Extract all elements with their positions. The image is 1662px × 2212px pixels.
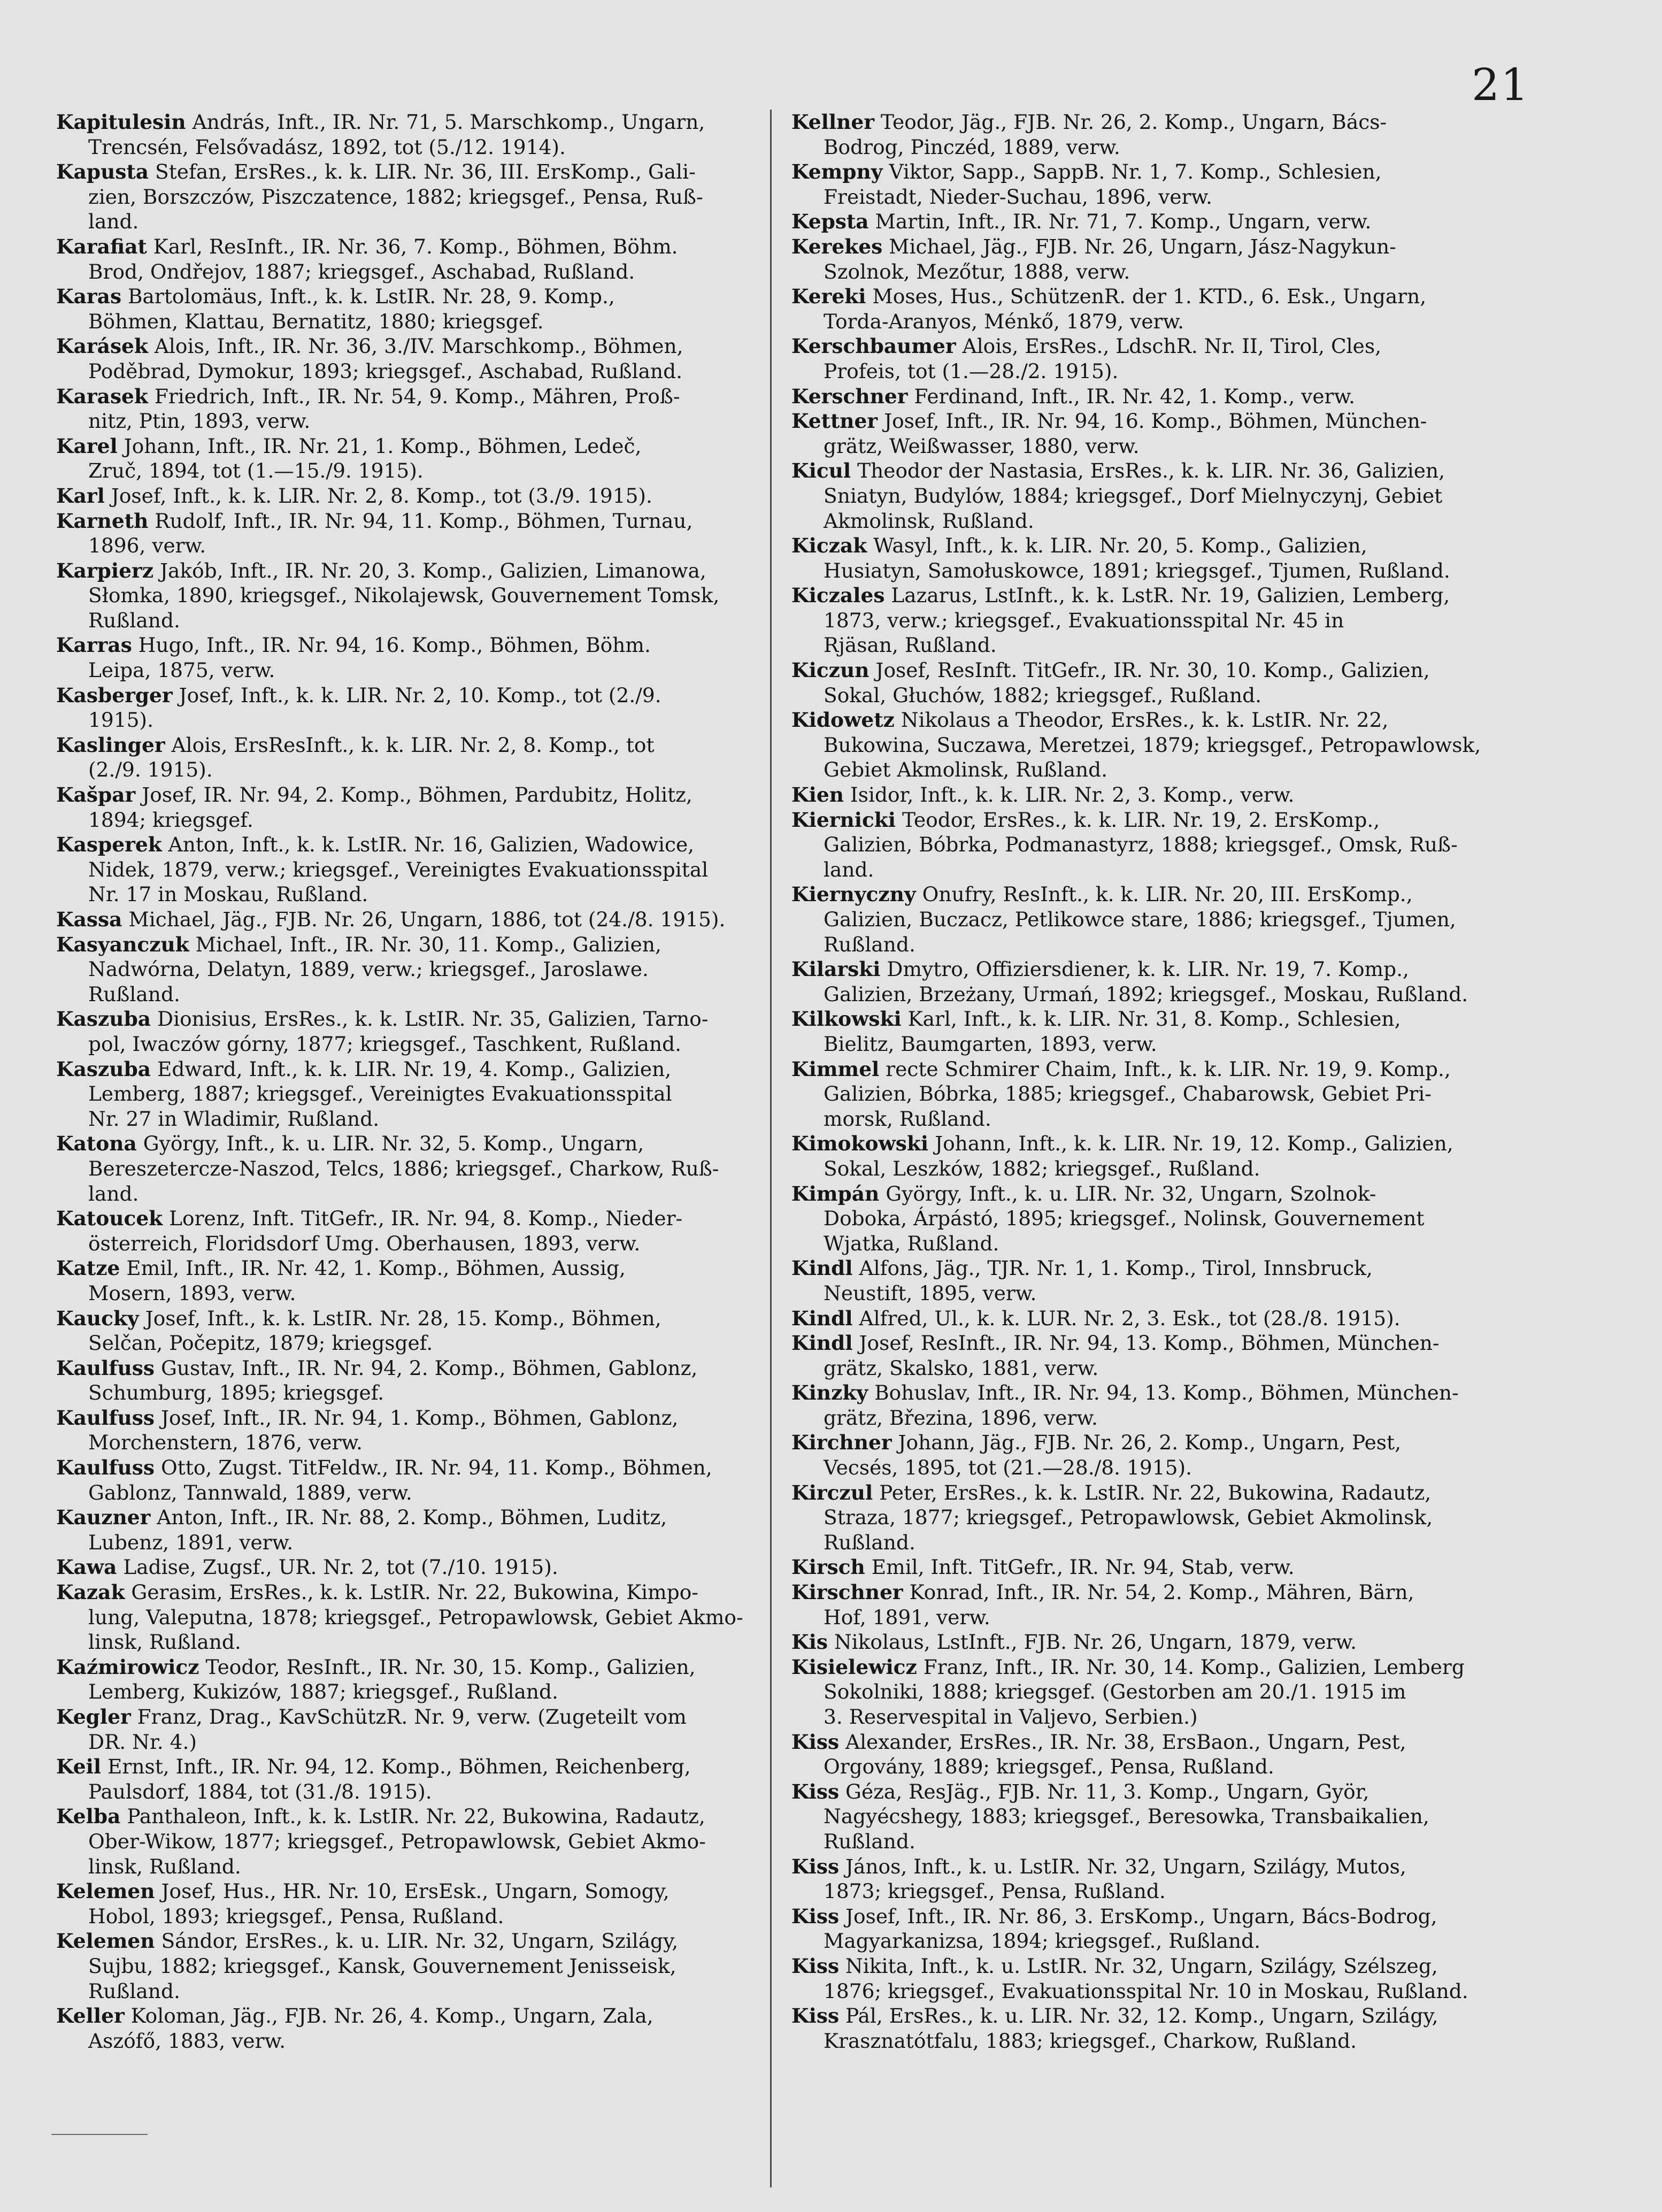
list-item — [791, 409, 1527, 458]
entry-details: Josef, ResInft., IR. Nr. 94, 13. Komp., Böhmen, München- grätz, Skalsko, 1881, verw. — [824, 1331, 1440, 1380]
entry-details: recte Schmirer Chaim, Inft., k. k. LIR. Nr. 19, 9. Komp., Galizien, Bóbrka, 1885; kriegsgef., Chabarowsk, Gebiet Pri- morsk, Rußland. — [824, 1057, 1451, 1131]
entry-surname: Kašpar — [56, 783, 136, 807]
list-item — [56, 1356, 791, 1405]
list-item — [791, 533, 1527, 583]
list-item — [56, 1879, 791, 1929]
entry-surname: Kidowetz — [791, 708, 895, 732]
entry-details: Hugo, Inft., IR. Nr. 94, 16. Komp., Böhmen, Böhm. Leipa, 1875, verw. — [88, 633, 651, 682]
entry-details: Michael, Jäg., FJB. Nr. 26, Ungarn, 1886, tot (24./8. 1915). — [122, 908, 726, 931]
entry-surname: Kauzner — [56, 1506, 151, 1530]
list-item — [56, 733, 791, 782]
entry-details: Franz, Inft., IR. Nr. 30, 14. Komp., Galizien, Lemberg Sokolniki, 1888; kriegsgef. (Gestorben am 20./1. 1915 im 3. Reservespital in Valjevo, Serbien.) — [824, 1655, 1465, 1729]
entry-surname: Karasek — [56, 384, 148, 408]
entry-surname: Katoucek — [56, 1207, 163, 1231]
list-item — [791, 808, 1527, 882]
list-item — [56, 1256, 791, 1305]
entry-surname: Kerschbaumer — [791, 334, 956, 358]
entry-details: Emil, Inft., IR. Nr. 42, 1. Komp., Böhmen, Aussig, Mosern, 1893, verw. — [88, 1256, 626, 1305]
entry-details: Gustav, Inft., IR. Nr. 94, 2. Komp., Böhmen, Gablonz, Schumburg, 1895; kriegsgef. — [88, 1356, 698, 1405]
list-item — [56, 1007, 791, 1056]
list-item — [56, 683, 791, 733]
entry-surname: Kegler — [56, 1705, 131, 1729]
entry-surname: Kinzky — [791, 1381, 868, 1405]
entry-surname: Kassa — [56, 908, 122, 931]
list-item — [56, 1455, 791, 1505]
list-item — [791, 1007, 1527, 1056]
entry-surname: Kazak — [56, 1580, 125, 1604]
list-item — [791, 1131, 1527, 1181]
list-item — [791, 458, 1527, 533]
list-item — [791, 159, 1527, 209]
entry-details: Josef, Inft., IR. Nr. 94, 1. Komp., Böhmen, Gablonz, Morchenstern, 1876, verw. — [88, 1405, 679, 1455]
entry-details: Friedrich, Inft., IR. Nr. 54, 9. Komp., Mähren, Proß- nitz, Ptin, 1893, verw. — [88, 384, 680, 433]
list-item — [56, 1580, 791, 1655]
entry-details: Panthaleon, Inft., k. k. LstIR. Nr. 22, Bukowina, Radautz, Ober-Wikow, 1877; kriegsgef., Petropawlowsk, Gebiet Akmo- linsk, Rußland. — [88, 1804, 706, 1878]
entry-details: Moses, Hus., SchützenR. der 1. KTD., 6. Esk., Ungarn, Torda-Aranyos, Ménkő, 1879, verw. — [824, 285, 1427, 333]
entry-details: Wasyl, Inft., k. k. LIR. Nr. 20, 5. Komp., Galizien, Husiatyn, Samołuskowce, 1891; kriegsgef., Tjumen, Rußland. — [824, 534, 1450, 582]
entry-details: Otto, Zugst. TitFeldw., IR. Nr. 94, 11. Komp., Böhmen, Gablonz, Tannwald, 1889, verw. — [88, 1456, 712, 1504]
entry-surname: Kapitulesin — [56, 110, 186, 134]
entry-details: Rudolf, Inft., IR. Nr. 94, 11. Komp., Böhmen, Turnau, 1896, verw. — [88, 509, 693, 558]
entry-surname: Kaucky — [56, 1306, 139, 1330]
entry-details: Dionisius, ErsRes., k. k. LstIR. Nr. 35, Galizien, Tarno- pol, Iwaczów górny, 1877; kriegsgef., Taschkent, Rußland. — [88, 1007, 709, 1056]
entry-details: Theodor der Nastasia, ErsRes., k. k. LIR. Nr. 36, Galizien, Sniatyn, Budylów, 1884; kriegsgef., Dorf Mielnyczynj, Gebiet Akmolinsk, Rußland. — [824, 459, 1445, 533]
entry-surname: Kirschner — [791, 1580, 903, 1604]
entry-details: Edward, Inft., k. k. LIR. Nr. 19, 4. Komp., Galizien, Lemberg, 1887; kriegsgef., Vereinigtes Evakuationsspital Nr. 27 in Wladimir, Rußland. — [88, 1057, 672, 1131]
entry-details: Emil, Inft. TitGefr., IR. Nr. 94, Stab, verw. — [865, 1555, 1295, 1579]
list-item — [791, 1555, 1527, 1580]
entry-surname: Kiss — [791, 1779, 840, 1803]
entry-surname: Kisielewicz — [791, 1655, 917, 1679]
entry-details: Teodor, ResInft., IR. Nr. 30, 15. Komp., Galizien, Lemberg, Kukizów, 1887; kriegsgef., Rußland. — [88, 1655, 696, 1704]
entry-surname: Kien — [791, 783, 844, 807]
entry-surname: Kerekes — [791, 234, 883, 258]
entry-surname: Kiczales — [791, 583, 885, 608]
entry-details: András, Inft., IR. Nr. 71, 5. Marschkomp., Ungarn, Trencsén, Felsővadász, 1892, tot (5./12. 1914). — [88, 110, 705, 159]
entry-details: Koloman, Jäg., FJB. Nr. 26, 4. Komp., Ungarn, Zala, Aszófő, 1883, verw. — [88, 2004, 653, 2053]
list-item — [791, 1480, 1527, 1555]
entry-surname: Kerschner — [791, 384, 908, 408]
list-item — [791, 1430, 1527, 1480]
entry-details: Josef, Hus., HR. Nr. 10, ErsEsk., Ungarn, Somogy, Hobol, 1893; kriegsgef., Pensa, Rußland. — [88, 1879, 670, 1928]
list-item — [791, 110, 1527, 159]
entry-surname: Kaźmirowicz — [56, 1655, 199, 1679]
list-item — [791, 209, 1527, 234]
entry-surname: Kelemen — [56, 1929, 155, 1953]
entry-details: Ferdinand, Inft., IR. Nr. 42, 1. Komp., verw. — [907, 384, 1356, 408]
entry-details: Ernst, Inft., IR. Nr. 94, 12. Komp., Böhmen, Reichenberg, Paulsdorf, 1884, tot (31./8. 1915). — [88, 1755, 691, 1803]
entry-surname: Kiss — [791, 1730, 840, 1754]
list-item — [791, 1779, 1527, 1854]
entry-surname: Kelemen — [56, 1879, 155, 1903]
entry-details: Alexander, ErsRes., IR. Nr. 38, ErsBaon., Ungarn, Pest, Orgovány, 1889; kriegsgef., Pensa, Rußland. — [824, 1730, 1406, 1779]
entry-surname: Kaulfuss — [56, 1405, 155, 1430]
entry-details: Viktor, Sapp., SappB. Nr. 1, 7. Komp., Schlesien, Freistadt, Nieder-Suchau, 1896, verw. — [824, 160, 1382, 209]
entry-surname: Kaulfuss — [56, 1356, 155, 1380]
list-item — [56, 832, 791, 907]
entry-surname: Kellner — [791, 110, 874, 134]
entry-surname: Kempny — [791, 160, 883, 184]
entry-surname: Kettner — [791, 409, 878, 433]
entry-surname: Kawa — [56, 1555, 117, 1579]
list-item — [56, 907, 791, 932]
list-item — [56, 334, 791, 383]
entry-surname: Kepsta — [791, 210, 869, 234]
list-item — [56, 633, 791, 682]
list-item — [56, 1405, 791, 1455]
column-divider — [770, 110, 772, 2187]
entry-surname: Kindl — [791, 1306, 853, 1330]
entry-surname: Kilkowski — [791, 1007, 902, 1031]
entry-surname: Kelba — [56, 1804, 121, 1829]
entry-details: Stefan, ErsRes., k. k. LIR. Nr. 36, III. ErsKomp., Gali- zien, Borszczów, Piszczatence, 1882; kriegsgef., Pensa, Ruß- land. — [88, 160, 703, 234]
entry-surname: Kiss — [791, 1904, 840, 1928]
entry-details: Konrad, Inft., IR. Nr. 54, 2. Komp., Mähren, Bärn, Hof, 1891, verw. — [824, 1580, 1414, 1629]
list-item — [791, 1256, 1527, 1305]
entry-details: Bohuslav, Inft., IR. Nr. 94, 13. Komp., Böhmen, München- grätz, Březina, 1896, verw. — [824, 1381, 1459, 1430]
entry-details: Peter, ErsRes., k. k. LstIR. Nr. 22, Bukowina, Radautz, Straza, 1877; kriegsgef., Petropawlowsk, Gebiet Akmolinsk, Rußland. — [824, 1480, 1433, 1554]
list-item — [791, 1655, 1527, 1730]
list-item — [56, 1306, 791, 1356]
entry-surname: Karl — [56, 483, 105, 508]
list-item — [791, 1954, 1527, 2003]
list-item — [791, 1331, 1527, 1380]
page-number: 21 — [1472, 60, 1530, 111]
list-item — [56, 1754, 791, 1804]
list-item — [791, 1580, 1527, 1630]
entry-surname: Kasyanczuk — [56, 932, 189, 956]
entry-surname: Kaslinger — [56, 733, 165, 757]
list-item — [791, 782, 1527, 808]
entry-surname: Kicul — [791, 459, 851, 483]
list-item — [56, 1206, 791, 1256]
right-column — [791, 110, 1527, 2053]
entry-details: Jakób, Inft., IR. Nr. 20, 3. Komp., Galizien, Limanowa, Słomka, 1890, kriegsgef., Nikolajewsk, Gouvernement Tomsk, Rußland. — [88, 558, 720, 632]
entry-surname: Karásek — [56, 334, 148, 358]
entry-surname: Katona — [56, 1132, 137, 1156]
list-item — [791, 334, 1527, 383]
list-item — [56, 483, 791, 509]
entry-surname: Kindl — [791, 1331, 853, 1355]
entry-surname: Kirsch — [791, 1555, 865, 1579]
entry-details: Ladise, Zugsf., UR. Nr. 2, tot (7./10. 1915). — [117, 1555, 558, 1579]
list-item — [791, 1730, 1527, 1779]
entry-surname: Kiernyczny — [791, 882, 916, 907]
list-item — [56, 558, 791, 633]
entry-details: Teodor, Jäg., FJB. Nr. 26, 2. Komp., Ungarn, Bács- Bodrog, Pinczéd, 1889, verw. — [824, 110, 1387, 159]
list-item — [56, 434, 791, 483]
list-item — [56, 1131, 791, 1206]
entry-details: Karl, Inft., k. k. LIR. Nr. 31, 8. Komp., Schlesien, Bielitz, Baumgarten, 1893, verw. — [824, 1007, 1401, 1056]
entry-details: György, Inft., k. u. LIR. Nr. 32, 5. Komp., Ungarn, Bereszetercze-Naszod, Telcs, 1886; kriegsgef., Charkow, Ruß- land. — [88, 1132, 719, 1205]
entry-details: Josef, Inft., k. k. LIR. Nr. 2, 8. Komp., tot (3./9. 1915). — [104, 483, 652, 508]
entry-surname: Katze — [56, 1256, 120, 1280]
entry-details: Josef, ResInft. TitGefr., IR. Nr. 30, 10. Komp., Galizien, Sokal, Głuchów, 1882; kriegsgef., Rußland. — [824, 658, 1430, 707]
entry-details: Martin, Inft., IR. Nr. 71, 7. Komp., Ungarn, verw. — [868, 210, 1372, 234]
entry-details: Nikolaus, LstInft., FJB. Nr. 26, Ungarn, 1879, verw. — [827, 1630, 1357, 1654]
entry-details: Josef, IR. Nr. 94, 2. Komp., Böhmen, Pardubitz, Holitz, 1894; kriegsgef. — [88, 783, 692, 832]
entry-details: Alois, ErsResInft., k. k. LIR. Nr. 2, 8. Komp., tot (2./9. 1915). — [88, 733, 655, 782]
entry-details: Lazarus, LstInft., k. k. LstR. Nr. 19, Galizien, Lemberg, 1873, verw.; kriegsgef., Evakuationsspital Nr. 45 in Rjäsan, Rußland. — [824, 583, 1450, 657]
list-item — [56, 1555, 791, 1580]
entry-surname: Kis — [791, 1630, 828, 1654]
entry-surname: Kapusta — [56, 160, 149, 184]
list-item — [56, 110, 791, 159]
entry-details: Nikolaus a Theodor, ErsRes., k. k. LstIR. Nr. 22, Bukowina, Suczawa, Meretzei, 1879; kriegsgef., Petropawlowsk, Gebiet Akmolinsk, Rußland. — [824, 708, 1481, 782]
entry-details: Nikita, Inft., k. u. LstIR. Nr. 32, Ungarn, Szilágy, Szélszeg, 1876; kriegsgef., Evakuationsspital Nr. 10 in Moskau, Rußland. — [824, 1954, 1468, 2003]
entry-details: Lorenz, Inft. TitGefr., IR. Nr. 94, 8. Komp., Nieder- österreich, Floridsdorf Umg. Oberhausen, 1893, verw. — [88, 1207, 683, 1255]
list-item — [56, 234, 791, 284]
list-item — [791, 1904, 1527, 1954]
entry-details: Teodor, ErsRes., k. k. LIR. Nr. 19, 2. ErsKomp., Galizien, Bóbrka, Podmanastyrz, 1888; kriegsgef., Omsk, Ruß- land. — [824, 808, 1458, 881]
entry-details: Josef, Inft., k. k. LstIR. Nr. 28, 15. Komp., Böhmen, Selčan, Počepitz, 1879; kriegsgef. — [88, 1306, 661, 1355]
entry-details: Johann, Inft., k. k. LIR. Nr. 19, 12. Komp., Galizien, Sokal, Leszków, 1882; kriegsgef., Rußland. — [824, 1132, 1453, 1180]
list-item — [791, 1057, 1527, 1132]
entry-surname: Kimokowski — [791, 1132, 929, 1156]
entry-surname: Karafiat — [56, 234, 147, 258]
entry-surname: Karras — [56, 633, 132, 657]
entry-details: Franz, Drag., KavSchützR. Nr. 9, verw. (Zugeteilt vom DR. Nr. 4.) — [88, 1705, 687, 1754]
entry-details: Gerasim, ErsRes., k. k. LstIR. Nr. 22, Bukowina, Kimpo- lung, Valeputna, 1878; kriegsgef., Petropawlowsk, Gebiet Akmo- linsk, Rußland. — [88, 1580, 743, 1654]
entry-details: Bartolomäus, Inft., k. k. LstIR. Nr. 28, 9. Komp., Böhmen, Klattau, Bernatitz, 1880; kriegsgef. — [88, 285, 615, 333]
entry-details: Sándor, ErsRes., k. u. LIR. Nr. 32, Ungarn, Szilágy, Sujbu, 1882; kriegsgef., Kansk, Gouvernement Jenisseisk, Rußland. — [88, 1929, 679, 2003]
entry-surname: Kiss — [791, 1954, 840, 1978]
list-item — [791, 1306, 1527, 1331]
entry-surname: Kasperek — [56, 833, 162, 857]
entry-surname: Kasberger — [56, 683, 173, 707]
left-column — [56, 110, 791, 2053]
list-item — [791, 882, 1527, 957]
entry-details: János, Inft., k. u. LstIR. Nr. 32, Ungarn, Szilágy, Mutos, 1873; kriegsgef., Pensa, Rußland. — [824, 1854, 1406, 1903]
entry-details: Alois, Inft., IR. Nr. 36, 3./IV. Marschkomp., Böhmen, Poděbrad, Dymokur, 1893; kriegsgef., Aschabad, Rußland. — [88, 334, 683, 383]
entry-surname: Kiczak — [791, 534, 867, 558]
entry-details: Johann, Inft., IR. Nr. 21, 1. Komp., Böhmen, Ledeč, Zruč, 1894, tot (1.—15./9. 1915). — [88, 434, 642, 483]
list-item — [791, 583, 1527, 658]
entry-surname: Keil — [56, 1755, 102, 1779]
bottom-rule — [51, 2134, 148, 2135]
entry-details: Alfons, Jäg., TJR. Nr. 1, 1. Komp., Tirol, Innsbruck, Neustift, 1895, verw. — [824, 1256, 1373, 1305]
list-item — [791, 1181, 1527, 1256]
list-item — [791, 658, 1527, 708]
entry-surname: Kiernicki — [791, 808, 896, 832]
entry-details: Josef, Inft., k. k. LIR. Nr. 2, 10. Komp., tot (2./9. 1915). — [88, 683, 661, 732]
entry-surname: Karas — [56, 285, 122, 309]
entry-details: Pál, ErsRes., k. u. LIR. Nr. 32, 12. Komp., Ungarn, Szilágy, Krasznatótfalu, 1883; kriegsgef., Charkow, Rußland. — [824, 2004, 1438, 2053]
list-item — [791, 2003, 1527, 2053]
entry-surname: Kaulfuss — [56, 1456, 155, 1480]
entry-surname: Karpierz — [56, 558, 154, 582]
list-item — [56, 1704, 791, 1754]
entry-surname: Kilarski — [791, 957, 881, 981]
entry-surname: Kirchner — [791, 1431, 892, 1455]
entry-details: Isidor, Inft., k. k. LIR. Nr. 2, 3. Komp., verw. — [843, 783, 1295, 807]
entry-details: Josef, Inft., IR. Nr. 86, 3. ErsKomp., Ungarn, Bács-Bodrog, Magyarkanizsa, 1894; kriegsgef., Rußland. — [824, 1904, 1437, 1953]
entry-surname: Kimpán — [791, 1181, 880, 1205]
list-item — [56, 284, 791, 334]
entry-details: Michael, Jäg., FJB. Nr. 26, Ungarn, Jász-Nagykun- Szolnok, Mezőtur, 1888, verw. — [824, 234, 1396, 283]
entry-details: Anton, Inft., IR. Nr. 88, 2. Komp., Böhmen, Luditz, Lubenz, 1891, verw. — [88, 1506, 667, 1554]
entry-surname: Kiss — [791, 1854, 840, 1878]
list-item — [56, 1655, 791, 1704]
entry-details: Onufry, ResInft., k. k. LIR. Nr. 20, III. ErsKomp., Galizien, Buczacz, Petlikowce stare, 1886; kriegsgef., Tjumen, Rußland. — [824, 882, 1456, 956]
entry-details: Karl, ResInft., IR. Nr. 36, 7. Komp., Böhmen, Böhm. Brod, Ondřejov, 1887; kriegsgef., Aschabad, Rußland. — [88, 234, 678, 283]
entry-surname: Kiczun — [791, 658, 870, 682]
entry-details: Géza, ResJäg., FJB. Nr. 11, 3. Komp., Ungarn, Györ, Nagyécshegy, 1883; kriegsgef., Beresowka, Transbaikalien, Rußland. — [824, 1779, 1429, 1853]
list-item — [56, 159, 791, 234]
entry-surname: Kiss — [791, 2004, 840, 2028]
entry-details: Alfred, Ul., k. k. LUR. Nr. 2, 3. Esk., tot (28./8. 1915). — [852, 1306, 1401, 1330]
entry-surname: Kirczul — [791, 1480, 873, 1504]
entry-details: Michael, Inft., IR. Nr. 30, 11. Komp., Galizien, Nadwórna, Delatyn, 1889, verw.; kriegsgef., Jaroslawe. Rußland. — [88, 932, 661, 1006]
list-item — [56, 932, 791, 1007]
list-item — [56, 782, 791, 832]
list-item — [56, 2003, 791, 2053]
list-item — [791, 708, 1527, 782]
entry-details: Johann, Jäg., FJB. Nr. 26, 2. Komp., Ungarn, Pest, Vecsés, 1895, tot (21.—28./8. 1915). — [824, 1431, 1402, 1480]
entry-surname: Kimmel — [791, 1057, 880, 1081]
list-item — [791, 234, 1527, 284]
list-item — [791, 1380, 1527, 1430]
entry-surname: Karel — [56, 434, 118, 458]
list-item — [56, 1505, 791, 1555]
entry-details: György, Inft., k. u. LIR. Nr. 32, Ungarn, Szolnok- Doboka, Árpástó, 1895; kriegsgef., Nolinsk, Gouvernement Wjatka, Rußland. — [824, 1181, 1425, 1255]
entry-surname: Kindl — [791, 1256, 853, 1280]
entry-surname: Keller — [56, 2004, 125, 2028]
list-item — [56, 384, 791, 434]
list-item — [56, 509, 791, 558]
entry-details: Dmytro, Offiziersdiener, k. k. LIR. Nr. 19, 7. Komp., Galizien, Brzeżany, Urmań, 1892; kriegsgef., Moskau, Rußland. — [824, 957, 1468, 1006]
list-item — [791, 957, 1527, 1007]
entry-surname: Kaszuba — [56, 1057, 151, 1081]
list-item — [791, 384, 1527, 409]
entry-surname: Kereki — [791, 285, 866, 309]
entry-details: Josef, Inft., IR. Nr. 94, 16. Komp., Böhmen, München- grätz, Weißwasser, 1880, verw. — [824, 409, 1427, 458]
entry-surname: Karneth — [56, 509, 149, 533]
entry-details: Alois, ErsRes., LdschR. Nr. II, Tirol, Cles, Profeis, tot (1.—28./2. 1915). — [824, 334, 1382, 383]
list-item — [56, 1804, 791, 1879]
entry-details: Anton, Inft., k. k. LstIR. Nr. 16, Galizien, Wadowice, Nidek, 1879, verw.; kriegsgef., Vereinigtes Evakuationsspital Nr. 17 in Moskau, Rußland. — [88, 833, 709, 907]
list-item — [791, 1854, 1527, 1904]
list-item — [791, 1630, 1527, 1655]
list-item — [56, 1057, 791, 1132]
list-item — [56, 1929, 791, 2003]
entry-surname: Kaszuba — [56, 1007, 151, 1031]
list-item — [791, 284, 1527, 334]
